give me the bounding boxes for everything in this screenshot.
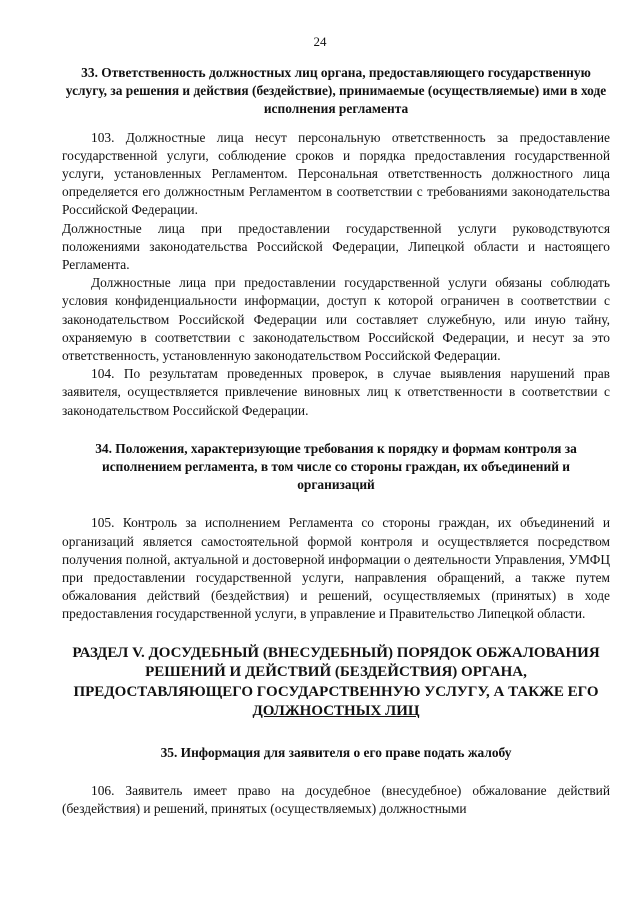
paragraph-106: 106. Заявитель имеет право на досудебное (внесудебное) обжалование действий (бездействия) и решений, принятых (осуществляемых) должностными xyxy=(62,782,610,817)
heading-33: 33. Ответственность должностных лиц органа, предоставляющего государственную услугу, за решения и действия (бездействие), принимаемые (осуществляемые) ими в ходе исполнения регламента xyxy=(65,65,607,117)
paragraph-103-2: Должностные лица при предоставлении государственной услуги руководствуются положениями законодательства Российской Федерации, Липецкой области и настоящего Регламента. xyxy=(62,220,610,273)
paragraph-104: 104. По результатам проведенных проверок, в случае выявления нарушений прав заявителя, осуществляется привлечение виновных лиц к ответственности в соответствии с законодательством Российской Федерации. xyxy=(62,366,610,418)
section-v-title xyxy=(62,644,610,722)
heading-35: 35. Информация для заявителя о его праве подать жалобу xyxy=(160,744,512,760)
section-v-line-4: ДОЛЖНОСТНЫХ ЛИЦ xyxy=(252,703,420,720)
section-v-line-3: ПРЕДОСТАВЛЯЮЩЕГО ГОСУДАРСТВЕННУЮ УСЛУГУ, А ТАКЖЕ ЕГО xyxy=(73,683,599,700)
page-number: 24 xyxy=(313,34,327,49)
section-v-line-4-wrap xyxy=(62,702,610,722)
paragraph-103-3: Должностные лица при предоставлении государственной услуги обязаны соблюдать условия конфиденциальности информации, доступ к которой ограничен в соответствии с законодательством Российской Федерации или составляет служебную, или иную тайну, охраняемую в соответствии с законодательством Российской Федерации, и несут за это ответственность, установленную законодательством Российской Федерации. xyxy=(62,275,610,364)
paragraph-105: 105. Контроль за исполнением Регламента со стороны граждан, их объединений и организаций является самостоятельной формой контроля и осуществляется посредством получения полной, актуальной и достоверной информации о деятельности Управления, УМФЦ при предоставлении государственной услуги, направления обращений, а также путем обжалования действий (бездействия) и решений, осуществляемых (принятых) в ходе предоставления государственной услуги, в управление и Правительство Липецкой области. xyxy=(62,515,610,622)
section-v-line-1: РАЗДЕЛ V. ДОСУДЕБНЫЙ (ВНЕСУДЕБНЫЙ) ПОРЯДОК ОБЖАЛОВАНИЯ xyxy=(72,644,600,661)
page-content xyxy=(62,64,610,818)
section-v-line-2: РЕШЕНИЙ И ДЕЙСТВИЙ (БЕЗДЕЙСТВИЯ) ОРГАНА, xyxy=(145,664,527,681)
heading-34: 34. Положения, характеризующие требования к порядку и формам контроля за исполнением регламента, в том числе со стороны граждан, их объединений и организаций xyxy=(95,440,577,493)
paragraph-103-1: 103. Должностные лица несут персональную ответственность за предоставление государственной услуги, соблюдение сроков и порядка предоставления государственной услуги, установленных Регламентом. Персональная ответственность должностного лица определяется его должностным Регламентом в соответствии с требованиями законодательства Российской Федерации. xyxy=(62,129,610,218)
